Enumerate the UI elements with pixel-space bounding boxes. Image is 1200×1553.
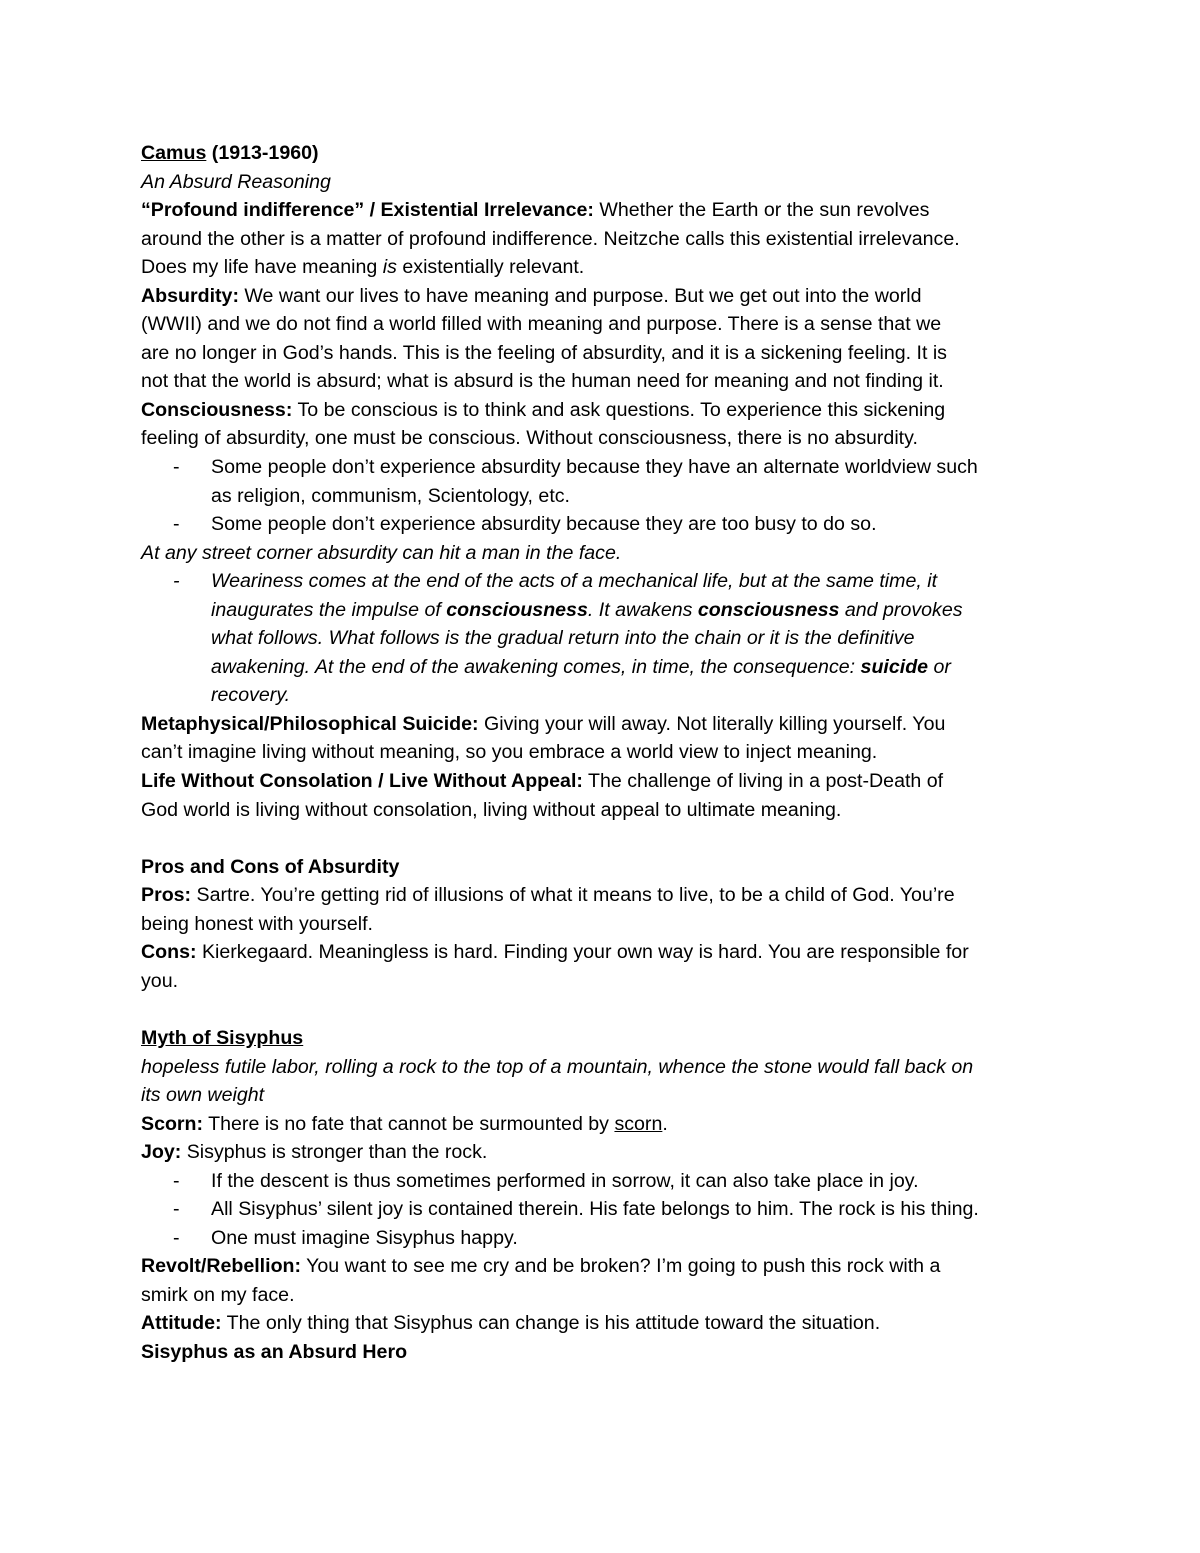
cons-term: Cons:	[141, 941, 197, 964]
list-item: - Some people don’t experience absurdity because they are too busy to do so.	[141, 510, 1065, 539]
indifference-line-2: around the other is a matter of profound indifference. Neitzche calls this existential irrelevance.	[141, 227, 960, 250]
absurdity-line-2: (WWII) and we do not find a world filled with meaning and purpose. There is a sense that we	[141, 313, 942, 336]
spacer	[141, 824, 1065, 853]
bullet-dash: -	[173, 513, 180, 536]
list-item: - All Sisyphus’ silent joy is contained therein. His fate belongs to him. The rock is his thing.	[141, 1195, 1065, 1224]
scorn-line: Scorn: There is no fate that cannot be surmounted by scorn.	[141, 1112, 668, 1135]
list-item: - If the descent is thus sometimes performed in sorrow, it can also take place in joy.	[141, 1167, 1065, 1196]
indifference-line-3: Does my life have meaning is existentially relevant.	[141, 256, 585, 279]
consolation-line-2: God world is living without consolation, living without appeal to ultimate meaning.	[141, 798, 842, 821]
consciousness-line-2: feeling of absurdity, one must be conscious. Without consciousness, there is no absurdity.	[141, 427, 918, 450]
attitude-line: Attitude: The only thing that Sisyphus can change is his attitude toward the situation.	[141, 1312, 881, 1335]
camus-subtitle: An Absurd Reasoning	[141, 170, 331, 193]
revolt-line-2: smirk on my face.	[141, 1283, 295, 1306]
pros-cons-heading: Pros and Cons of Absurdity	[141, 855, 400, 878]
consciousness-line-1: Consciousness: To be conscious is to think and ask questions. To experience this sickening	[141, 398, 946, 421]
pros-line-1: Pros: Sartre. You’re getting rid of illusions of what it means to live, to be a child of God. You’re	[141, 884, 955, 907]
suicide-term: Metaphysical/Philosophical Suicide:	[141, 712, 479, 735]
bullet-dash: -	[173, 456, 180, 479]
bullet-dash: -	[173, 1169, 180, 1192]
consolation-line-1: Life Without Consolation / Live Without Appeal: The challenge of living in a post-Death of	[141, 770, 944, 793]
joy-line: Joy: Sisyphus is stronger than the rock.	[141, 1141, 488, 1164]
camus-title: Camus	[141, 142, 207, 164]
sisyphus-heading: Myth of Sisyphus	[141, 1026, 304, 1049]
list-item: - One must imagine Sisyphus happy.	[141, 1224, 1065, 1253]
attitude-term: Attitude:	[141, 1312, 222, 1335]
absurdity-line-3: are no longer in God’s hands. This is the feeling of absurdity, and it is a sickening feeling. It is	[141, 341, 947, 364]
indifference-line-1: “Profound indifference” / Existential Irrelevance: Whether the Earth or the sun revolves	[141, 199, 930, 222]
joy-term: Joy:	[141, 1141, 182, 1164]
bullet-dash: -	[173, 570, 180, 593]
pros-term: Pros:	[141, 884, 192, 907]
bullet-dash: -	[173, 1226, 180, 1249]
cons-line-2: you.	[141, 969, 179, 992]
absurd-hero-heading: Sisyphus as an Absurd Hero	[141, 1340, 408, 1363]
absurdity-term: Absurdity:	[141, 284, 239, 307]
bullet-dash: -	[173, 1198, 180, 1221]
absurdity-line-4: not that the world is absurd; what is absurd is the human need for meaning and not finding it.	[141, 370, 944, 393]
consolation-term: Life Without Consolation / Live Without Appeal:	[141, 770, 583, 793]
absurdity-line-1: Absurdity: We want our lives to have meaning and purpose. But we get out into the world	[141, 284, 922, 307]
spacer	[141, 995, 1065, 1024]
suicide-line-1: Metaphysical/Philosophical Suicide: Giving your will away. Not literally killing yourself. You	[141, 712, 946, 735]
indifference-term: “Profound indifference” / Existential Irrelevance:	[141, 199, 594, 222]
pros-line-2: being honest with yourself.	[141, 912, 373, 935]
street-corner-quote: At any street corner absurdity can hit a man in the face.	[141, 541, 622, 564]
camus-heading	[141, 139, 1065, 168]
sisyphus-description-1: hopeless futile labor, rolling a rock to the top of a mountain, whence the stone would fall back on	[141, 1055, 974, 1078]
sisyphus-description-2: its own weight	[141, 1084, 265, 1107]
revolt-line-1: Revolt/Rebellion: You want to see me cry and be broken? I’m going to push this rock with a	[141, 1255, 941, 1278]
scorn-link: scorn	[614, 1112, 663, 1135]
weariness-quote: - Weariness comes at the end of the acts of a mechanical life, but at the same time, it inaugurates the impulse of consciousness. It awakens consciousness and provokes what follows. What follows is the gradual return into the chain or it is the definitive awakening. At the end of the awakening comes, in time, the consequence: suicide or recovery.	[141, 567, 1065, 710]
revolt-term: Revolt/Rebellion:	[141, 1255, 302, 1278]
consciousness-term: Consciousness:	[141, 398, 293, 421]
cons-line-1: Cons: Kierkegaard. Meaningless is hard. Finding your own way is hard. You are responsible for	[141, 941, 969, 964]
camus-years: (1913-1960)	[211, 142, 319, 164]
scorn-term: Scorn:	[141, 1112, 204, 1135]
suicide-line-2: can’t imagine living without meaning, so you embrace a world view to inject meaning.	[141, 741, 878, 764]
list-item: - Some people don’t experience absurdity because they have an alternate worldview such as religion, communism, Scientology, etc.	[141, 453, 1065, 510]
